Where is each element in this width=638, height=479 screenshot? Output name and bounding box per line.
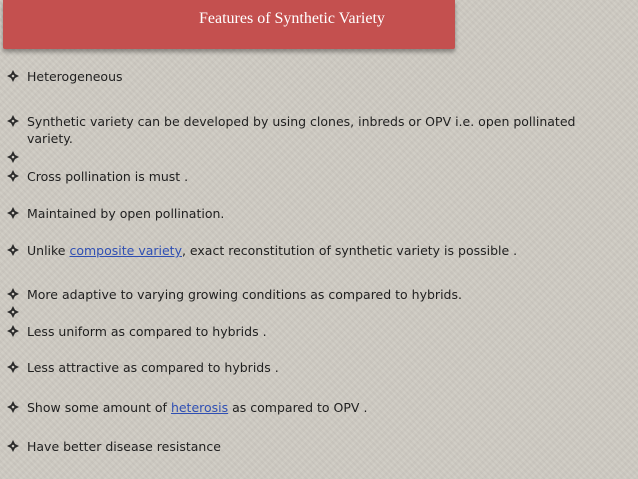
bullet-text-post: , exact reconstitution of synthetic variety is possible . [181,243,518,258]
bullet-text: More adaptive to varying growing conditions as compared to hybrids. [27,287,462,302]
composite-variety-link[interactable]: composite variety [69,243,182,258]
bullet-text [27,113,627,147]
bullet-text: Maintained by open pollination. [27,206,225,221]
diamond-bullet-icon [7,361,19,373]
list-item [7,323,627,340]
diamond-bullet-icon [7,70,19,82]
bullet-text-pre: Unlike [27,243,70,258]
list-item [7,242,627,259]
diamond-bullet-icon [7,151,19,163]
list-item [7,399,627,416]
list-item [7,438,627,455]
diamond-bullet-icon [7,306,19,318]
list-item [7,113,627,147]
diamond-bullet-icon [7,244,19,256]
heterosis-link[interactable]: heterosis [170,400,229,415]
diamond-bullet-icon [7,115,19,127]
bullet-line-2: variety. [27,131,73,146]
bullet-text: Cross pollination is must . [27,169,189,184]
diamond-bullet-icon [7,325,19,337]
list-item [7,149,627,163]
list-item [7,359,627,376]
list-item [7,68,627,85]
bullet-text: Heterogeneous [27,69,123,84]
bullet-text [27,242,627,259]
bullet-line-1: Synthetic variety can be developed by using clones, inbreds or OPV i.e. open pollinated [27,114,576,129]
list-item [7,205,627,222]
list-item [7,304,627,318]
diamond-bullet-icon [7,401,19,413]
diamond-bullet-icon [7,440,19,452]
bullet-text-pre: Show some amount of [27,400,171,415]
bullet-text: Have better disease resistance [27,439,221,454]
list-item [7,168,627,185]
bullet-text [27,399,627,416]
diamond-bullet-icon [7,207,19,219]
bullet-text: Less attractive as compared to hybrids . [27,360,279,375]
bullet-text-post: as compared to OPV . [228,400,368,415]
slide-title: Features of Synthetic Variety [199,10,385,27]
bullet-text: Less uniform as compared to hybrids . [27,324,267,339]
diamond-bullet-icon [7,170,19,182]
list-item [7,286,627,303]
diamond-bullet-icon [7,288,19,300]
